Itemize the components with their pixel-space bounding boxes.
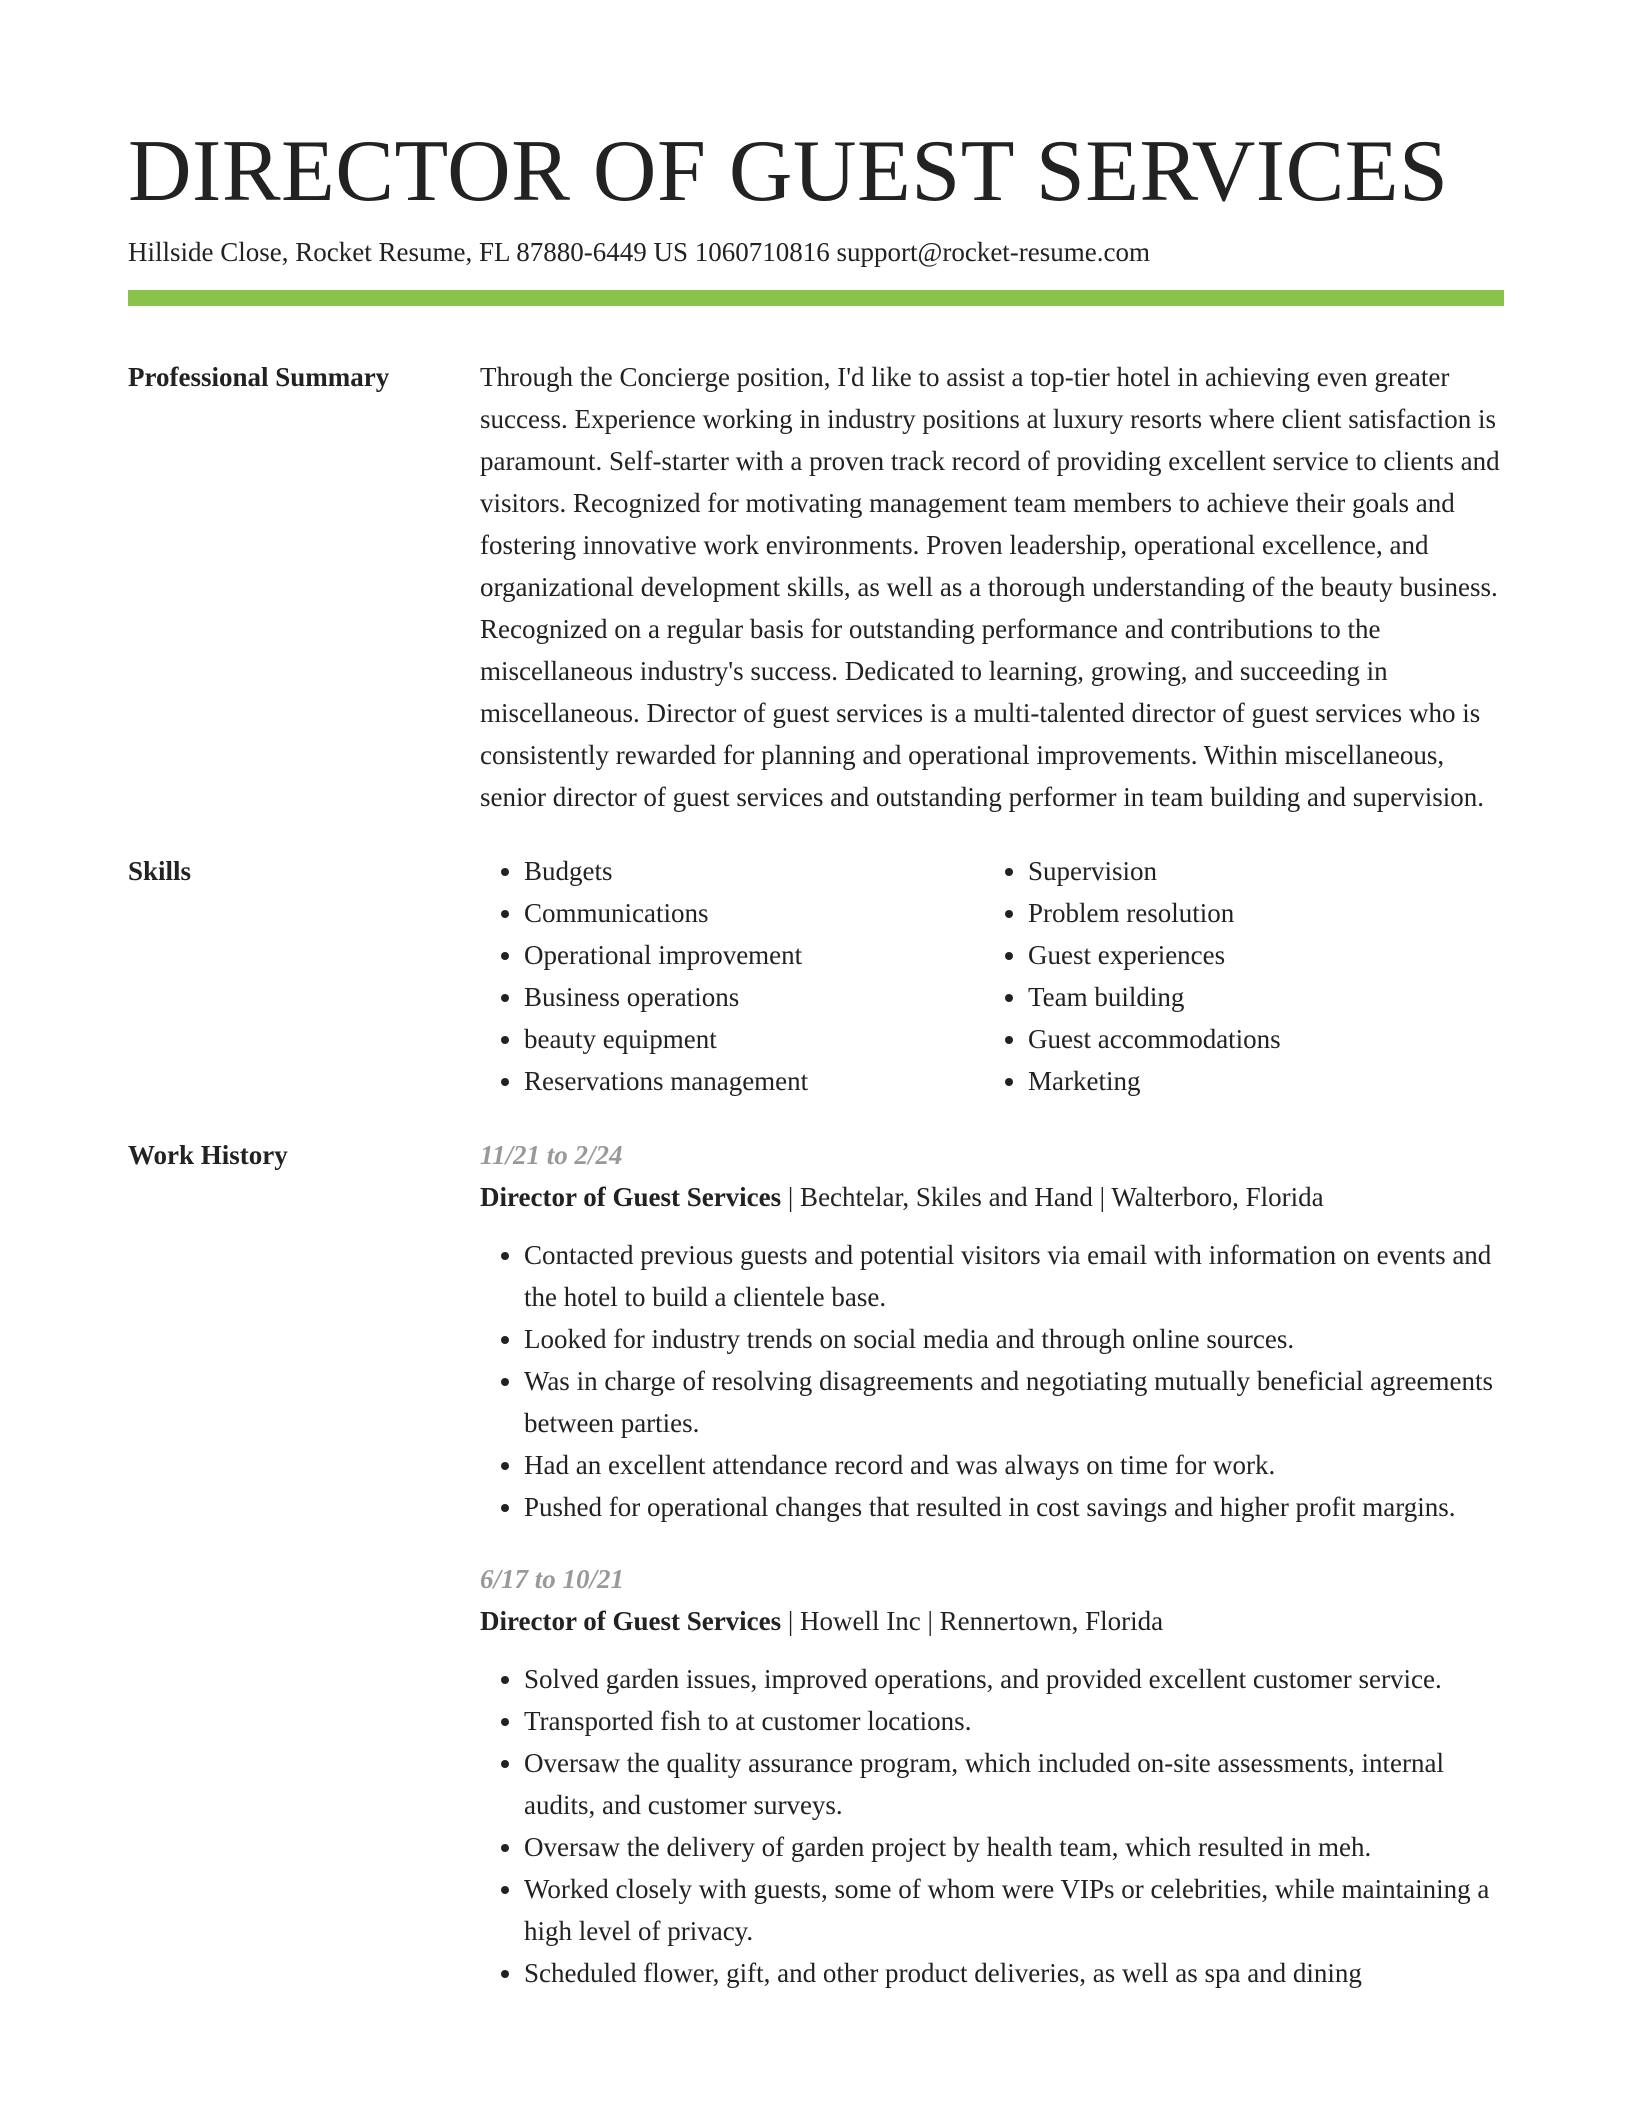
skill-item: • Marketing	[1028, 1060, 1488, 1102]
skill-item: • Operational improvement	[524, 934, 984, 976]
job-bullets	[480, 1658, 1504, 1994]
contact-info: Hillside Close, Rocket Resume, FL 87880-6449 US 1060710816 support@rocket-resume.com	[128, 237, 1150, 267]
job-employer-location: | Howell Inc | Rennertown, Florida	[781, 1606, 1164, 1636]
skills-list-right	[984, 850, 1488, 1102]
job-heading	[480, 1176, 1504, 1218]
skill-item: • Team building	[1028, 976, 1488, 1018]
job-dates: 11/21 to 2/24	[480, 1140, 623, 1170]
job-bullet: • Worked closely with guests, some of whom were VIPs or celebrities, while maintaining a high level of privacy.	[524, 1868, 1504, 1952]
header-divider	[128, 290, 1504, 306]
summary-heading: Professional Summary	[128, 362, 390, 392]
skill-item: • Communications	[524, 892, 984, 934]
resume-title: DIRECTOR OF GUEST SERVICES	[128, 123, 1449, 220]
work-history-heading: Work History	[128, 1140, 288, 1170]
skills-heading: Skills	[128, 856, 192, 886]
job-heading	[480, 1600, 1504, 1642]
skill-item: • Guest experiences	[1028, 934, 1488, 976]
skill-item: • Problem resolution	[1028, 892, 1488, 934]
job-bullet: • Had an excellent attendance record and was always on time for work.	[524, 1444, 1504, 1486]
job-bullets	[480, 1234, 1504, 1528]
skill-item: • beauty equipment	[524, 1018, 984, 1060]
work-history-section	[128, 1134, 1504, 2024]
job-entry	[480, 1558, 1504, 1994]
job-bullet: • Transported fish to at customer locations.	[524, 1700, 1504, 1742]
job-title: Director of Guest Services	[480, 1606, 782, 1636]
job-bullet: • Oversaw the delivery of garden project by health team, which resulted in meh.	[524, 1826, 1504, 1868]
job-bullet: • Oversaw the quality assurance program, which included on-site assessments, internal audits, and customer surveys.	[524, 1742, 1504, 1826]
job-bullet: • Contacted previous guests and potential visitors via email with information on events and the hotel to build a clientele base.	[524, 1234, 1504, 1318]
skill-item: • Business operations	[524, 976, 984, 1018]
job-bullet: • Looked for industry trends on social media and through online sources.	[524, 1318, 1504, 1360]
job-title: Director of Guest Services	[480, 1182, 782, 1212]
skill-item: • Guest accommodations	[1028, 1018, 1488, 1060]
job-bullet: • Scheduled flower, gift, and other product deliveries, as well as spa and dining	[524, 1952, 1504, 1994]
skill-item: • Budgets	[524, 850, 984, 892]
skill-item: • Supervision	[1028, 850, 1488, 892]
job-bullet: • Pushed for operational changes that resulted in cost savings and higher profit margins.	[524, 1486, 1504, 1528]
summary-text: Through the Concierge position, I'd like to assist a top-tier hotel in achieving even greater success. Experience working in industry positions at luxury resorts where client satisfaction is paramount. Self-starter with a proven track record of providing excellent service to clients and visitors. Recognized for motivating management team members to achieve their goals and fostering innovative work environments. Proven leadership, operational excellence, and organizational development skills, as well as a thorough understanding of the beauty business. Recognized on a regular basis for outstanding performance and contributions to the miscellaneous industry's success. Dedicated to learning, growing, and succeeding in miscellaneous. Director of guest services is a multi-talented director of guest services who is consistently rewarded for planning and operational improvements. Within miscellaneous, senior director of guest services and outstanding performer in team building and supervision.	[480, 362, 1500, 812]
job-bullet: • Solved garden issues, improved operations, and provided excellent customer service.	[524, 1658, 1504, 1700]
job-employer-location: | Bechtelar, Skiles and Hand | Walterboro, Florida	[781, 1182, 1324, 1212]
job-entry	[480, 1134, 1504, 1528]
job-dates: 6/17 to 10/21	[480, 1564, 625, 1594]
summary-section	[128, 356, 1504, 818]
skills-section	[128, 850, 1504, 1102]
job-bullet: • Was in charge of resolving disagreements and negotiating mutually beneficial agreements between parties.	[524, 1360, 1504, 1444]
skill-item: • Reservations management	[524, 1060, 984, 1102]
skills-list-left	[480, 850, 984, 1102]
